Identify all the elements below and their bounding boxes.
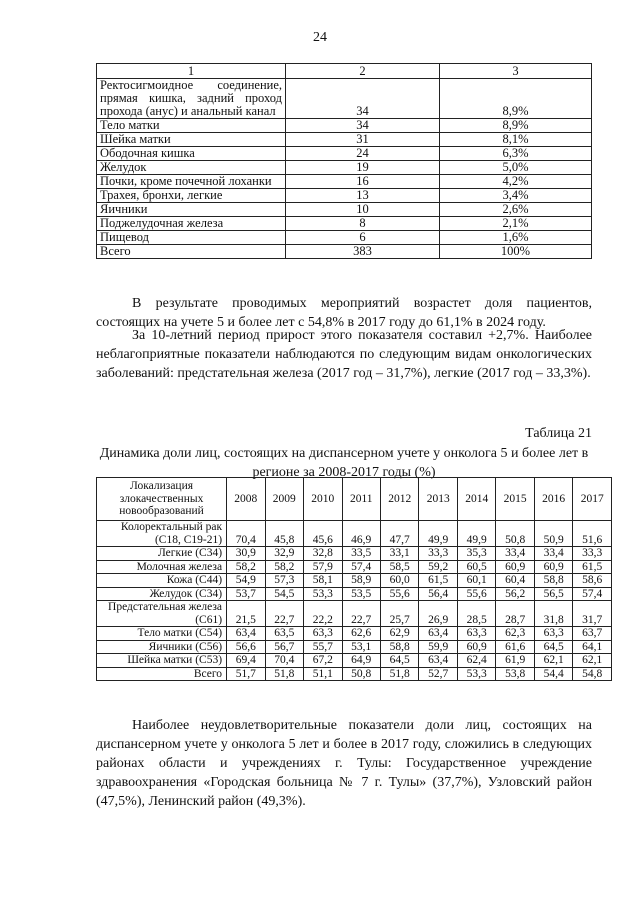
value-cell: 63,4 [227, 627, 265, 641]
value-cell: 45,6 [304, 521, 342, 547]
value-cell: 33,3 [573, 547, 612, 561]
value-cell: 57,9 [304, 560, 342, 574]
percent-cell: 2,6% [440, 203, 592, 217]
column-header: 2 [286, 64, 440, 79]
count-cell: 13 [286, 189, 440, 203]
percent-cell: 5,0% [440, 161, 592, 175]
table-row [97, 79, 592, 119]
value-cell: 60,1 [457, 574, 495, 588]
page-number: 24 [313, 30, 327, 45]
year-header: 2013 [419, 478, 457, 521]
column-header: 3 [440, 64, 592, 79]
year-header: 2009 [265, 478, 303, 521]
value-cell: 53,5 [342, 587, 380, 601]
value-cell: 67,2 [304, 654, 342, 668]
value-cell: 35,3 [457, 547, 495, 561]
value-cell: 64,9 [342, 654, 380, 668]
dynamics-table [96, 477, 612, 681]
value-cell: 56,6 [227, 640, 265, 654]
row-label: Яичники [97, 203, 286, 217]
value-cell: 50,9 [534, 521, 572, 547]
value-cell: 55,7 [304, 640, 342, 654]
value-cell: 25,7 [380, 601, 418, 627]
count-cell: 19 [286, 161, 440, 175]
table-row [97, 133, 592, 147]
row-label: Шейка матки (С53) [97, 654, 227, 668]
value-cell: 33,1 [380, 547, 418, 561]
column-header: 1 [97, 64, 286, 79]
value-cell: 31,7 [573, 601, 612, 627]
percent-cell: 6,3% [440, 147, 592, 161]
row-label: Пищевод [97, 231, 286, 245]
value-cell: 33,4 [534, 547, 572, 561]
row-label: Ректосигмоидное соединение, прямая кишка, задний проход прохода (анус) и анальный канал [97, 79, 286, 119]
value-cell: 55,6 [457, 587, 495, 601]
table-row [97, 245, 592, 259]
percent-cell: 8,9% [440, 79, 592, 119]
value-cell: 54,9 [227, 574, 265, 588]
value-cell: 58,6 [573, 574, 612, 588]
corner-header: Локализация злокачественных новообразований [97, 478, 227, 521]
count-cell: 6 [286, 231, 440, 245]
table-row [97, 601, 612, 627]
row-label: Тело матки [97, 119, 286, 133]
value-cell: 33,4 [496, 547, 534, 561]
value-cell: 63,4 [419, 654, 457, 668]
value-cell: 51,7 [227, 667, 265, 681]
year-header: 2015 [496, 478, 534, 521]
value-cell: 54,5 [265, 587, 303, 601]
value-cell: 58,9 [342, 574, 380, 588]
value-cell: 22,7 [342, 601, 380, 627]
table-row [97, 521, 612, 547]
value-cell: 60,5 [457, 560, 495, 574]
value-cell: 52,7 [419, 667, 457, 681]
year-header: 2011 [342, 478, 380, 521]
value-cell: 64,1 [573, 640, 612, 654]
value-cell: 57,3 [265, 574, 303, 588]
year-header: 2014 [457, 478, 495, 521]
table-row [97, 203, 592, 217]
row-label: Предстательная железа (С61) [97, 601, 227, 627]
count-cell: 34 [286, 79, 440, 119]
table-row [97, 547, 612, 561]
table-row [97, 231, 592, 245]
year-header: 2017 [573, 478, 612, 521]
value-cell: 55,6 [380, 587, 418, 601]
value-cell: 56,2 [496, 587, 534, 601]
row-label: Шейка матки [97, 133, 286, 147]
value-cell: 62,1 [573, 654, 612, 668]
value-cell: 63,3 [534, 627, 572, 641]
value-cell: 33,3 [419, 547, 457, 561]
value-cell: 58,2 [265, 560, 303, 574]
value-cell: 62,1 [534, 654, 572, 668]
count-cell: 383 [286, 245, 440, 259]
value-cell: 51,8 [265, 667, 303, 681]
count-cell: 31 [286, 133, 440, 147]
paragraph: За 10-летний период прирост этого показателя составил +2,7%. Наиболее неблагоприятные показатели наблюдаются по следующим видам онкологических заболеваний: предстательная железа (2017 год – 31,7%), легкие (2017 год – 33,3%). [96, 328, 592, 381]
value-cell: 22,7 [265, 601, 303, 627]
row-label: Молочная железа [97, 560, 227, 574]
count-cell: 34 [286, 119, 440, 133]
percent-cell: 3,4% [440, 189, 592, 203]
value-cell: 60,4 [496, 574, 534, 588]
year-header: 2016 [534, 478, 572, 521]
value-cell: 32,8 [304, 547, 342, 561]
row-label: Легкие (С34) [97, 547, 227, 561]
row-label: Ободочная кишка [97, 147, 286, 161]
value-cell: 33,5 [342, 547, 380, 561]
value-cell: 53,1 [342, 640, 380, 654]
value-cell: 70,4 [265, 654, 303, 668]
value-cell: 26,9 [419, 601, 457, 627]
value-cell: 54,8 [573, 667, 612, 681]
row-label: Яичники (С56) [97, 640, 227, 654]
value-cell: 64,5 [534, 640, 572, 654]
table-row [97, 189, 592, 203]
row-label: Желудок (С34) [97, 587, 227, 601]
value-cell: 53,3 [457, 667, 495, 681]
value-cell: 57,4 [342, 560, 380, 574]
value-cell: 58,8 [534, 574, 572, 588]
table-row [97, 587, 612, 601]
percent-cell: 8,1% [440, 133, 592, 147]
value-cell: 28,7 [496, 601, 534, 627]
percent-cell: 100% [440, 245, 592, 259]
value-cell: 63,7 [573, 627, 612, 641]
table-row [97, 560, 612, 574]
value-cell: 54,4 [534, 667, 572, 681]
row-label: Почки, кроме почечной лоханки [97, 175, 286, 189]
table-title: Динамика доли лиц, состоящих на диспансерном учете у онколога 5 и более лет в регионе за 2008-2017 годы (%) [99, 446, 589, 480]
value-cell: 63,3 [457, 627, 495, 641]
row-label: Поджелудочная железа [97, 217, 286, 231]
value-cell: 22,2 [304, 601, 342, 627]
value-cell: 56,4 [419, 587, 457, 601]
value-cell: 69,4 [227, 654, 265, 668]
year-header: 2010 [304, 478, 342, 521]
value-cell: 56,5 [534, 587, 572, 601]
table-header-row [97, 478, 612, 521]
row-label: Колоректальный рак (С18, С19-21) [97, 521, 227, 547]
value-cell: 58,5 [380, 560, 418, 574]
value-cell: 21,5 [227, 601, 265, 627]
value-cell: 70,4 [227, 521, 265, 547]
count-cell: 10 [286, 203, 440, 217]
paragraph: Наиболее неудовлетворительные показатели доли лиц, состоящих на диспансерном учете у онколога 5 лет и более в 2017 году, сложились в следующих районах области и учреждениях г. Тулы: Государственное учреждение здравоохранения «Городская больница № 7 г. Тулы» (37,7%), Узловский район (47,5%), Ленинский район (49,3%). [96, 718, 592, 809]
row-label: Кожа (С44) [97, 574, 227, 588]
count-cell: 16 [286, 175, 440, 189]
value-cell: 62,9 [380, 627, 418, 641]
count-cell: 8 [286, 217, 440, 231]
value-cell: 46,9 [342, 521, 380, 547]
value-cell: 63,4 [419, 627, 457, 641]
value-cell: 58,1 [304, 574, 342, 588]
value-cell: 63,3 [304, 627, 342, 641]
value-cell: 59,9 [419, 640, 457, 654]
row-label: Желудок [97, 161, 286, 175]
value-cell: 30,9 [227, 547, 265, 561]
value-cell: 50,8 [496, 521, 534, 547]
table-row [97, 627, 612, 641]
value-cell: 32,9 [265, 547, 303, 561]
year-header: 2008 [227, 478, 265, 521]
value-cell: 31,8 [534, 601, 572, 627]
value-cell: 62,6 [342, 627, 380, 641]
table-row [97, 175, 592, 189]
value-cell: 53,3 [304, 587, 342, 601]
value-cell: 45,8 [265, 521, 303, 547]
value-cell: 59,2 [419, 560, 457, 574]
value-cell: 47,7 [380, 521, 418, 547]
value-cell: 64,5 [380, 654, 418, 668]
value-cell: 62,3 [496, 627, 534, 641]
percent-cell: 8,9% [440, 119, 592, 133]
table-row [97, 654, 612, 668]
value-cell: 53,8 [496, 667, 534, 681]
table-row [97, 640, 612, 654]
value-cell: 61,6 [496, 640, 534, 654]
table-row [97, 147, 592, 161]
value-cell: 60,9 [496, 560, 534, 574]
value-cell: 58,2 [227, 560, 265, 574]
value-cell: 56,7 [265, 640, 303, 654]
row-label: Всего [97, 667, 227, 681]
value-cell: 60,0 [380, 574, 418, 588]
value-cell: 53,7 [227, 587, 265, 601]
table-row [97, 161, 592, 175]
value-cell: 62,4 [457, 654, 495, 668]
year-header: 2012 [380, 478, 418, 521]
count-cell: 24 [286, 147, 440, 161]
table-header-row [97, 64, 592, 79]
value-cell: 50,8 [342, 667, 380, 681]
value-cell: 60,9 [534, 560, 572, 574]
table-row [97, 574, 612, 588]
localization-table [96, 63, 592, 259]
value-cell: 28,5 [457, 601, 495, 627]
value-cell: 61,5 [419, 574, 457, 588]
value-cell: 63,5 [265, 627, 303, 641]
value-cell: 61,5 [573, 560, 612, 574]
value-cell: 61,9 [496, 654, 534, 668]
table-label: Таблица 21 [525, 426, 592, 441]
table-row [97, 119, 592, 133]
value-cell: 51,6 [573, 521, 612, 547]
percent-cell: 2,1% [440, 217, 592, 231]
value-cell: 49,9 [419, 521, 457, 547]
value-cell: 58,8 [380, 640, 418, 654]
row-label: Тело матки (С54) [97, 627, 227, 641]
table-row [97, 217, 592, 231]
value-cell: 57,4 [573, 587, 612, 601]
row-label: Всего [97, 245, 286, 259]
value-cell: 51,1 [304, 667, 342, 681]
percent-cell: 1,6% [440, 231, 592, 245]
table-row [97, 667, 612, 681]
percent-cell: 4,2% [440, 175, 592, 189]
value-cell: 51,8 [380, 667, 418, 681]
value-cell: 49,9 [457, 521, 495, 547]
value-cell: 60,9 [457, 640, 495, 654]
row-label: Трахея, бронхи, легкие [97, 189, 286, 203]
paragraph: В результате проводимых мероприятий возрастет доля пациентов, состоящих на учете 5 и более лет с 54,8% в 2017 году до 61,1% в 2024 году. [96, 296, 592, 330]
